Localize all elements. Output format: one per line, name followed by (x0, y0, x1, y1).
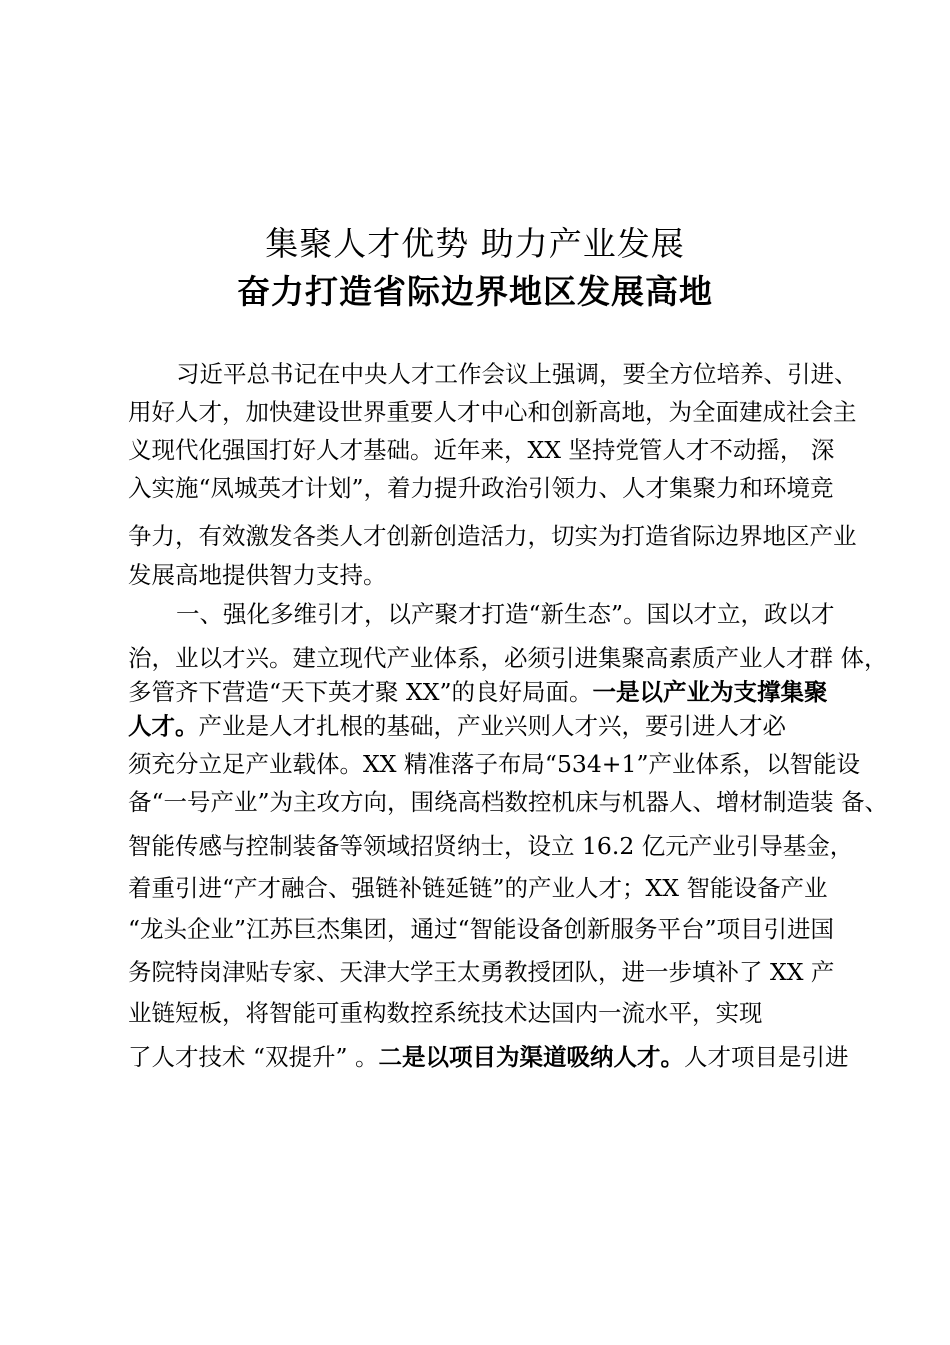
paragraph-line: 智能传感与控制装备等领域招贤纳士，设立 16.2 亿元产业引导基金， (128, 832, 854, 860)
paragraph-line: 业链短板，将智能可重构数控系统技术达国内一流水平，实现 (128, 999, 763, 1027)
document-title-line-2: 奋力打造省际边界地区发展高地 (237, 272, 713, 311)
paragraph-line: 发展高地提供智力支持。 (128, 561, 387, 589)
paragraph-line (128, 677, 827, 707)
line-text: 人才项目是引进 (683, 1043, 849, 1071)
paragraph-line (128, 711, 786, 741)
paragraph-line: 用好人才，加快建设世界重要人才中心和创新高地，为全面建成社会主 (128, 398, 857, 426)
paragraph-line: 治，业以才兴。建立现代产业体系，必须引进集聚高素质产业人才群 体， (128, 644, 888, 672)
bold-heading: 一是以产业为支撑集聚 (592, 678, 828, 706)
paragraph-line: 着重引进“产才融合、强链补链延链”的产业人才；XX 智能设备产业 (128, 874, 828, 902)
paragraph-line: 备“一号产业”为主攻方向，围绕高档数控机床与机器人、增材制造装 备、 (128, 788, 888, 816)
paragraph-line: 习近平总书记在中央人才工作会议上强调，要全方位培养、引进、 (176, 360, 858, 388)
paragraph-line: 义现代化强国打好人才基础。近年来，XX 坚持党管人才不动摇， 深 (128, 436, 835, 464)
paragraph-line: 入实施“凤城英才计划”，着力提升政治引领力、人才集聚力和环境竞 (128, 474, 834, 502)
document-title-line-1: 集聚人才优势 助力产业发展 (265, 224, 685, 263)
paragraph-line (128, 1042, 848, 1072)
line-text: 了人才技术 “双提升” 。 (128, 1043, 379, 1071)
bold-heading: 二是以项目为渠道吸纳人才。 (378, 1043, 684, 1071)
paragraph-line: 一、强化多维引才，以产聚才打造“新生态”。国以才立，政以才 (176, 600, 835, 628)
line-text: 多管齐下营造“天下英才聚 XX”的良好局面。 (128, 678, 593, 706)
paragraph-line: 争力，有效激发各类人才创新创造活力，切实为打造省际边界地区产业 (128, 522, 857, 550)
paragraph-line: “龙头企业”江苏巨杰集团，通过“智能设备创新服务平台”项目引进国 (128, 915, 835, 943)
paragraph-line: 须充分立足产业载体。XX 精准落子布局“534+1”产业体系，以智能设 (128, 750, 860, 778)
bold-heading: 人才。 (128, 712, 199, 740)
paragraph-line: 务院特岗津贴专家、天津大学王太勇教授团队，进一步填补了 XX 产 (128, 958, 835, 986)
line-text: 产业是人才扎根的基础，产业兴则人才兴，要引进人才必 (198, 712, 786, 740)
